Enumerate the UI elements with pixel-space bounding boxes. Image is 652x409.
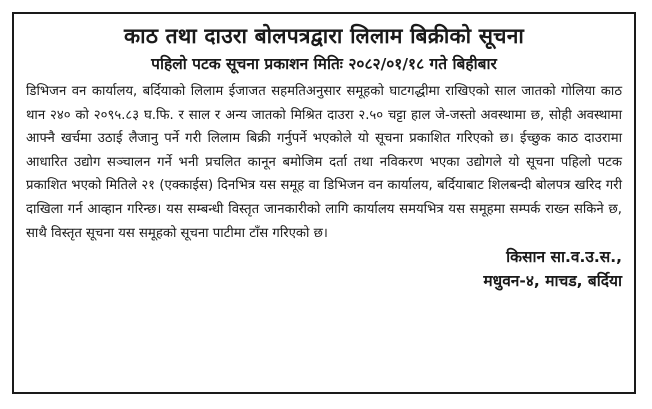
notice-body: डिभिजन वन कार्यालय, बर्दियाको लिलाम ईजाजत सहमतिअनुसार समूहको घाटगद्धीमा राखिएको साल जातको गोलिया काठ थान २४० को २०९५.८३ घ.फि. र साल र अन्य जातको मिश्रित दाउरा २.५० चट्टा हाल जे-जस्तो अवस्थामा छ, सोही अवस्थामा आफ्नै खर्चमा उठाई लैजानु पर्ने गरी लिलाम बिक्री गर्नुपर्ने भएकोले यो सूचना प्रकाशित गरिएको छ। ईच्छुक काठ दाउरामा आधारित उद्योग सञ्चालन गर्ने भनी प्रचलित कानून बमोजिम दर्ता तथा नविकरण भएका उद्योगले यो सूचना पहिलो पटक प्रकाशित भएको मितिले २१ (एक्काईस) दिनभित्र यस समूह वा डिभिजन वन कार्यालय, बर्दियाबाट शिलबन्दी बोलपत्र खरिद गरी दाखिला गर्न आव्हान गरिन्छ। यस सम्बन्धी विस्तृत जानकारीको लागि कार्यालय समयभित्र यस समूहमा सम्पर्क राख्न सकिने छ, साथै विस्तृत सूचना यस समूहको सूचना पाटीमा टाँस गरिएको छ। — [26, 84, 622, 241]
signature-org: किसान सा.व.उ.स., — [506, 248, 622, 267]
notice-box — [12, 12, 636, 394]
notice-title: काठ तथा दाउरा बोलपत्रद्वारा लिलाम बिक्रीको सूचना — [123, 24, 525, 48]
notice-subtitle: पहिलो पटक सूचना प्रकाशन मितिः २०८२/०१/१८ गते बिहीबार — [151, 55, 497, 73]
signature-address: मधुवन-४, माचड, बर्दिया — [483, 272, 622, 291]
